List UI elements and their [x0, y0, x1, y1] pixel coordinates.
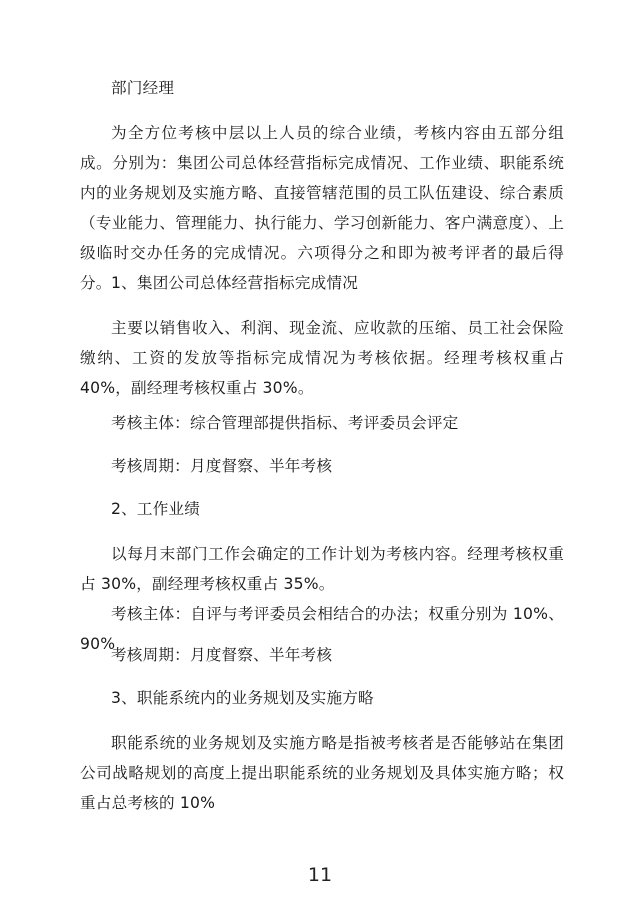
heading-3: 3、职能系统内的业务规划及实施方略	[111, 689, 374, 707]
paragraph-2-subject: 考核主体：自评与考评委员会相结合的办法；权重分别为 10%、90%	[80, 605, 564, 653]
paragraph-1-subject: 考核主体：综合管理部提供指标、考评委员会评定	[111, 414, 459, 432]
paragraph-2-cycle: 考核周期：月度督察、半年考核	[111, 646, 333, 664]
heading-1: 1、集团公司总体经营指标完成情况	[111, 274, 359, 292]
page-number: 11	[307, 864, 333, 886]
paragraph-1-body: 主要以销售收入、利润、现金流、应收款的压缩、员工社会保险缴纳、工资的发放等指标完成情况为考核依据。经理考核权重占 40%，副经理考核权重占 30%。	[80, 319, 564, 397]
paragraph-3-body: 职能系统的业务规划及实施方略是指被考核者是否能够站在集团公司战略规划的高度上提出职能系统的业务规划及具体实施方略；权重占总考核的 10%	[80, 734, 564, 812]
paragraph-2-body: 以每月末部门工作会确定的工作计划为考核内容。经理考核权重占 30%，副经理考核权重占 35%。	[80, 545, 564, 593]
intro-paragraph: 为全方位考核中层以上人员的综合业绩，考核内容由五部分组成。分别为：集团公司总体经营指标完成情况、工作业绩、职能系统内的业务规划及实施方略、直接管辖范围的员工队伍建设、综合素质（专业能力、管理能力、执行能力、学习创新能力、客户满意度）、上级临时交办任务的完成情况。六项得分之和即为被考评者的最后得分。	[80, 124, 564, 292]
heading-2: 2、工作业绩	[111, 500, 201, 518]
paragraph-1-cycle: 考核周期：月度督察、半年考核	[111, 457, 333, 475]
section-title: 部门经理	[111, 79, 175, 97]
